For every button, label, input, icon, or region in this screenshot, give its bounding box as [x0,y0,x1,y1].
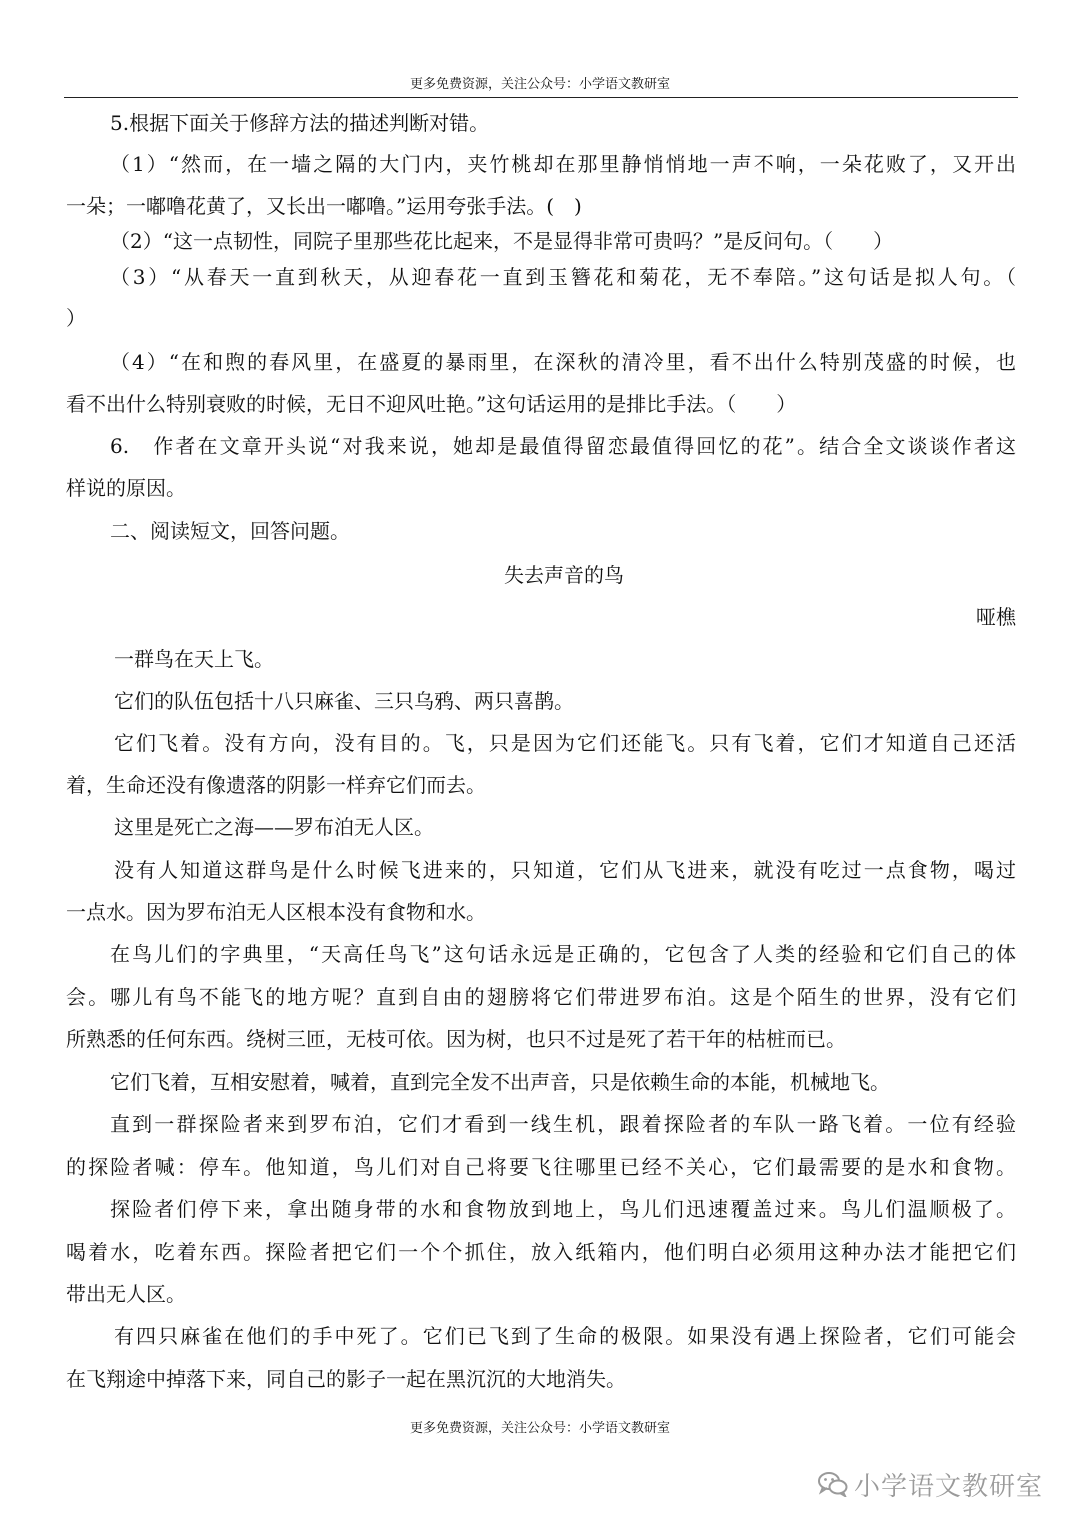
question-5-item-3-line-1: （3）“从春天一直到秋天，从迎春花一直到玉簪花和菊花，无不奉陪。”这句话是拟人句。（ [110,265,1016,289]
header-text: 更多免费资源，关注公众号：小学语文教研室 [409,77,670,92]
footer-text: 更多免费资源，关注公众号：小学语文教研室 [409,1421,670,1436]
question-5-item-1-line-1: （1）“然而，在一墙之隔的大门内，夹竹桃却在那里静悄悄地一声不响，一朵花败了，又开出 [110,152,1016,176]
question-5-prompt: 5.根据下面关于修辞方法的描述判断对错。 [110,111,490,135]
question-6-line-2: 样说的原因。 [66,476,186,500]
paragraph-5-line-1: 没有人知道这群鸟是什么时候飞进来的，只知道，它们从飞进来，就没有吃过一点食物，喝过 [114,858,1016,882]
paragraph-9-line-3: 带出无人区。 [66,1282,186,1306]
paragraph-2: 它们的队伍包括十八只麻雀、三只乌鸦、两只喜鹊。 [114,689,574,713]
paragraph-3-line-1: 它们飞着。没有方向，没有目的。飞，只是因为它们还能飞。只有飞着，它们才知道自己还活 [114,731,1016,755]
paragraph-7: 它们飞着，互相安慰着，喊着，直到完全发不出声音，只是依赖生命的本能，机械地飞。 [110,1070,890,1094]
article-author: 哑樵 [976,605,1016,629]
question-5-item-4-line-2: 看不出什么特别衰败的时候，无日不迎风吐艳。”这句话运用的是排比手法。（ ） [66,392,797,416]
wechat-icon [818,1471,848,1497]
watermark-text: 小学语文教研室 [854,1471,1044,1502]
section-2-heading: 二、阅读短文，回答问题。 [110,519,350,543]
paragraph-8-line-1: 直到一群探险者来到罗布泊，它们才看到一线生机，跟着探险者的车队一路飞着。一位有经验 [110,1112,1016,1136]
article-title: 失去声音的鸟 [504,563,624,587]
question-5-item-3-line-2: ） [66,306,86,330]
paragraph-6-line-3: 所熟悉的任何东西。绕树三匝，无枝可依。因为树，也只不过是死了若干年的枯桩而已。 [66,1027,846,1051]
paragraph-4: 这里是死亡之海——罗布泊无人区。 [114,815,434,839]
paragraph-9-line-1: 探险者们停下来，拿出随身带的水和食物放到地上，鸟儿们迅速覆盖过来。鸟儿们温顺极了。 [110,1197,1016,1221]
paragraph-10-line-2: 在飞翔途中掉落下来，同自己的影子一起在黑沉沉的大地消失。 [66,1367,626,1391]
question-5-item-2: （2）“这一点韧性，同院子里那些花比起来，不是显得非常可贵吗？”是反问句。（ ） [110,229,894,253]
paragraph-5-line-2: 一点水。因为罗布泊无人区根本没有食物和水。 [66,900,486,924]
header-rule [64,97,1018,98]
watermark [818,1462,1058,1506]
paragraph-1: 一群鸟在天上飞。 [114,647,274,671]
question-6-line-1: 6. 作者在文章开头说“对我来说，她却是最值得留恋最值得回忆的花”。结合全文谈谈作者这 [110,434,1016,458]
paragraph-6-line-2: 会。哪儿有鸟不能飞的地方呢？直到自由的翅膀将它们带进罗布泊。这是个陌生的世界，没有它们 [66,985,1016,1009]
paragraph-6-line-1: 在鸟儿们的字典里，“天高任鸟飞”这句话永远是正确的，它包含了人类的经验和它们自己的体 [110,942,1016,966]
paragraph-9-line-2: 喝着水，吃着东西。探险者把它们一个个抓住，放入纸箱内，他们明白必须用这种办法才能把它们 [66,1240,1016,1264]
question-5-item-4-line-1: （4）“在和煦的春风里，在盛夏的暴雨里，在深秋的清冷里，看不出什么特别茂盛的时候，也 [110,350,1016,374]
question-5-item-1-line-2: 一朵；一嘟噜花黄了，又长出一嘟噜。”运用夸张手法。( ) [66,194,582,218]
paragraph-3-line-2: 着，生命还没有像遗落的阴影一样弃它们而去。 [66,773,486,797]
paragraph-8-line-2: 的探险者喊：停车。他知道，鸟儿们对自己将要飞往哪里已经不关心，它们最需要的是水和食物。 [66,1155,1016,1179]
paragraph-10-line-1: 有四只麻雀在他们的手中死了。它们已飞到了生命的极限。如果没有遇上探险者，它们可能会 [114,1324,1016,1348]
